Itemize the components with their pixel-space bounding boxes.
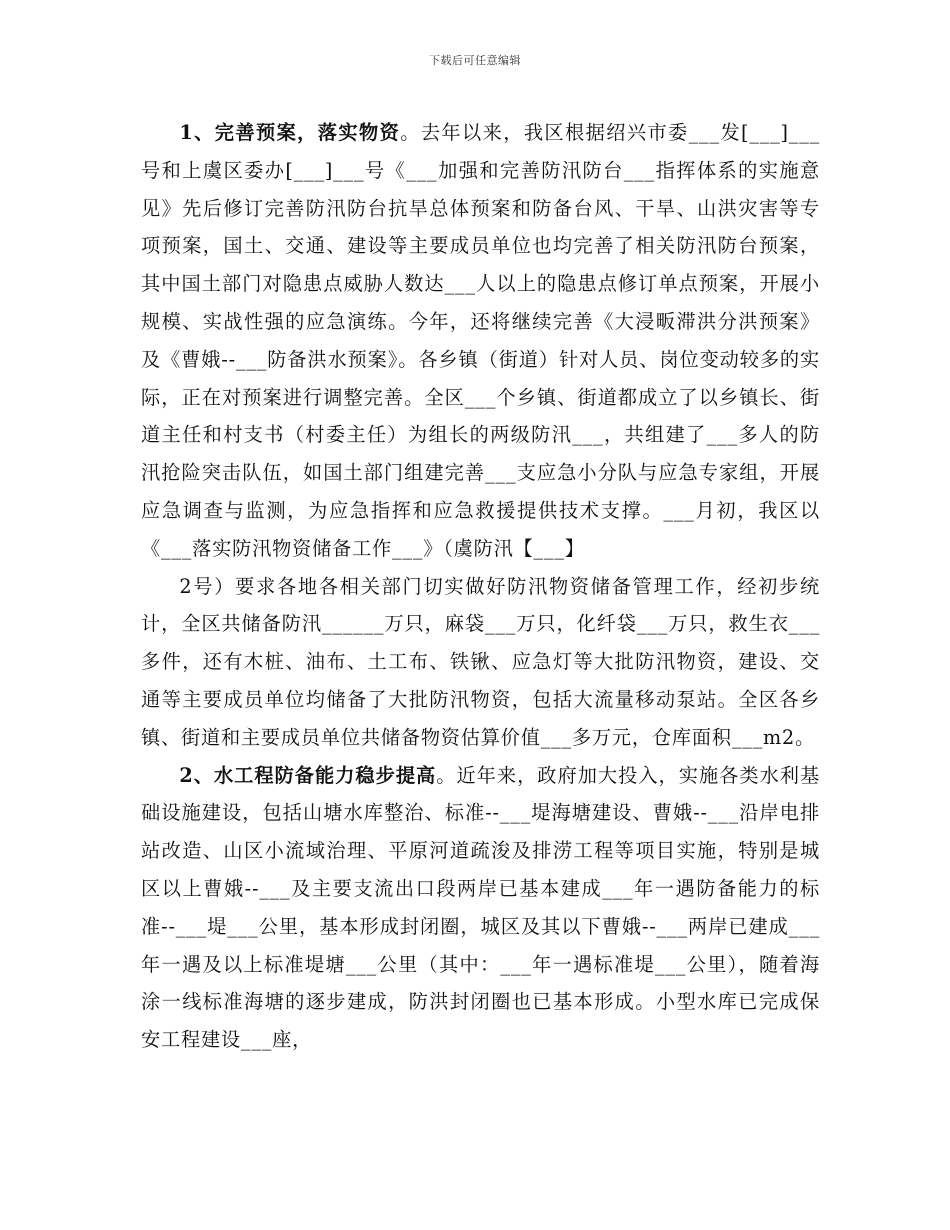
section-1-continued-paragraph [141,568,820,757]
section-2-text: 。近年来，政府加大投入，实施各类水利基础设施建设，包括山塘水库整治、标准--___堤海塘建设、曹娥--___沿岸电排站改造、山区小流域治理、平原河道疏浚及排涝工程等项目实施，特别是城区以上曹娥--___及主要支流出口段两岸已基本建成___年一遇防备能力的标准--___堤___公里，基本形成封闭圈，城区及其以下曹娥--___两岸已建成___年一遇及以上标准堤塘___公里（其中：___年一遇标准堤___公里），随着海涂一线标准海塘的逐步建成，防洪封闭圈也已基本形成。小型水库已完成保安工程建设___座， [141,763,821,1052]
page-header: 下载后可任意编辑 [429,54,521,67]
section-2-paragraph [141,757,820,1059]
section-1-continued-text: 2号）要求各地各相关部门切实做好防汛物资储备管理工作，经初步统计，全区共储备防汛______万只，麻袋___万只，化纤袋___万只，救生衣___多件，还有木桩、油布、土工布、铁锹、应急灯等大批防汛物资，建设、交通等主要成员单位均储备了大批防汛物资，包括大流量移动泵站。全区各乡镇、街道和主要成员单位共储备物资估算价值___多万元，仓库面积___m2。 [141,574,820,749]
section-1-paragraph [141,114,820,568]
section-2-heading: 2、水工程防备能力稳步提高 [179,763,437,787]
section-1-heading: 1、完善预案，落实物资 [179,121,401,144]
document-body [141,114,820,1059]
section-1-text: 。去年以来，我区根据绍兴市委___发[___]___号和上虞区委办[___]___号《___加强和完善防汛防台___指挥体系的实施意见》先后修订完善防汛防台抗旱总体预案和防备台风、干旱、山洪灾害等专项预案，国土、交通、建设等主要成员单位也均完善了相关防汛防台预案，其中国土部门对隐患点威胁人数达___人以上的隐患点修订单点预案，开展小规模、实战性强的应急演练。今年，还将继续完善《大浸畈滞洪分洪预案》及《曹娥--___防备洪水预案》。各乡镇（街道）针对人员、岗位变动较多的实际，正在对预案进行调整完善。全区___个乡镇、街道都成立了以乡镇长、街道主任和村支书（村委主任）为组长的两级防汛___，共组建了___多人的防汛抢险突击队伍，如国土部门组建完善___支应急小分队与应急专家组，开展应急调查与监测，为应急指挥和应急救援提供技术支撑。___月初，我区以《___落实防汛物资储备工作___》（虞防汛【___】 [141,121,820,560]
